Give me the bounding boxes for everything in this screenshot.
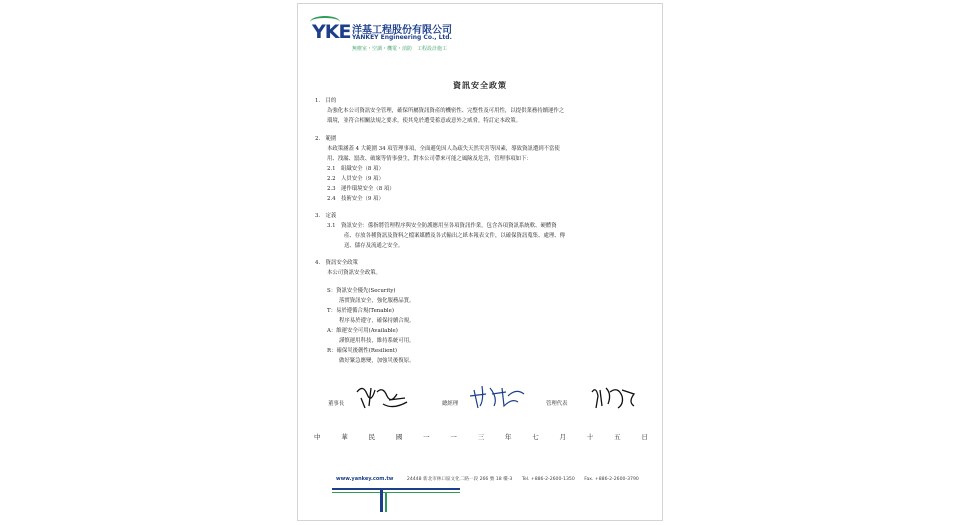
letterhead-footer	[336, 476, 656, 482]
list-item: 2.3 運作環境安全（8 項）	[327, 186, 395, 192]
principle-security: S：資訊安全優先(Security)	[327, 288, 396, 294]
section-scope	[315, 134, 655, 204]
document-page	[297, 3, 663, 521]
section-heading: 1. 目的	[315, 98, 337, 104]
date-char: 五	[614, 433, 621, 441]
company-name-en: YANKEY Engineering Co., Ltd.	[352, 34, 452, 41]
footer-fax: Fax. +886-2-2600-3790	[584, 477, 639, 482]
mgmt-rep-label: 管理代表	[546, 401, 568, 407]
company-logo	[312, 21, 350, 43]
section-heading: 3. 定義	[315, 213, 337, 219]
date-char: 三	[477, 433, 485, 441]
section-heading: 4. 資訊安全政策	[315, 260, 358, 266]
chairman-label: 董事長	[328, 401, 345, 407]
logo-text: YKE	[312, 21, 351, 43]
date-char: 七	[532, 433, 539, 441]
principle-description: 謹慎運用科技，維持系統可用。	[339, 338, 415, 344]
paragraph-line: 3.1 資訊安全：係指將管理程序與安全防護應用至各項資訊作業，包含各項資訊系統軟、硬體資	[327, 223, 557, 229]
date-char: 年	[504, 433, 512, 441]
principle-available: A：維運安全可用(Available)	[327, 328, 398, 334]
document-title: 資訊安全政策	[453, 80, 507, 90]
footer-decor-post	[385, 492, 387, 512]
section-purpose	[315, 96, 655, 126]
section-heading: 2. 範圍	[315, 136, 337, 142]
principle-description: 做好緊急應變，加強災後復原。	[339, 358, 415, 364]
date-char: 中	[314, 433, 321, 441]
principle-description: 程序易於遵守，確保持續合規。	[339, 318, 415, 324]
date-char: 國	[395, 433, 403, 441]
gm-signature	[468, 382, 528, 412]
date-char: 十	[586, 433, 594, 441]
paragraph-line: 為強化本公司資訊安全管理，確保所屬資訊資產的機密性、完整性及可用性，以提供業務持續運作之	[327, 108, 565, 114]
company-name-zh: 洋基工程股份有限公司	[352, 25, 452, 36]
date-char: 日	[641, 433, 648, 441]
list-item: 2.2 人員安全（9 項）	[327, 176, 384, 182]
policy-principles	[315, 286, 655, 366]
paragraph-line: 用、洩漏、竄改、破壞等情事發生，對本公司帶來可能之風險及危害，管理事項如下：	[327, 156, 532, 162]
mgmt-rep-signature	[588, 382, 638, 412]
signature-block	[298, 382, 663, 416]
date-char: 一	[450, 433, 457, 441]
gm-label: 總經理	[442, 401, 459, 407]
date-char: 一	[423, 433, 430, 441]
date-char: 月	[559, 433, 567, 441]
footer-decor-post	[380, 488, 383, 512]
company-services: 無塵室・空調・機電・消防 工程設計施工	[352, 46, 448, 52]
principle-tenable: T：易於遵循合規(Tenable)	[327, 308, 394, 314]
paragraph-line: 本政策涵蓋 4 大範圍 34 項管理事項，全面避免因人為疏失天然災害等因素，導致資訊遭到不當使	[327, 146, 560, 152]
footer-website: www.yankey.com.tw	[336, 476, 394, 482]
footer-tel: Tel. +886-2-2600-1350	[521, 477, 575, 482]
paragraph-line: 產、存放各種資訊及資料之檔案媒體及各式輸出之紙本報表文件，以確保資訊蒐集、處理、傳	[344, 233, 566, 239]
list-item: 2.4 技術安全（9 項）	[327, 196, 384, 202]
principle-resilient: R：確保災後韌性(Resilient)	[327, 348, 398, 354]
date-char: 民	[368, 433, 376, 441]
date-char: 華	[341, 433, 348, 441]
principle-description: 落實資訊安全，強化服務品質。	[339, 298, 415, 304]
list-item: 2.1 組織安全（8 項）	[327, 166, 384, 172]
paragraph-line: 本公司資訊安全政策。	[327, 270, 381, 276]
paragraph-line: 環境，並符合相關法規之要求，使其免於遭受蓄意或意外之威脅，特訂定本政策。	[327, 118, 522, 124]
section-policy	[315, 258, 655, 278]
footer-address: 24448 新北市林口區文化二路一段 266 號 18 樓-3	[406, 477, 513, 482]
chairman-signature	[353, 382, 411, 412]
footer-decor-bar	[332, 488, 460, 490]
footer-decor-bar	[332, 492, 460, 493]
paragraph-line: 送、儲存及流通之安全。	[344, 243, 404, 249]
section-definition	[315, 211, 655, 251]
document-date	[314, 432, 648, 441]
